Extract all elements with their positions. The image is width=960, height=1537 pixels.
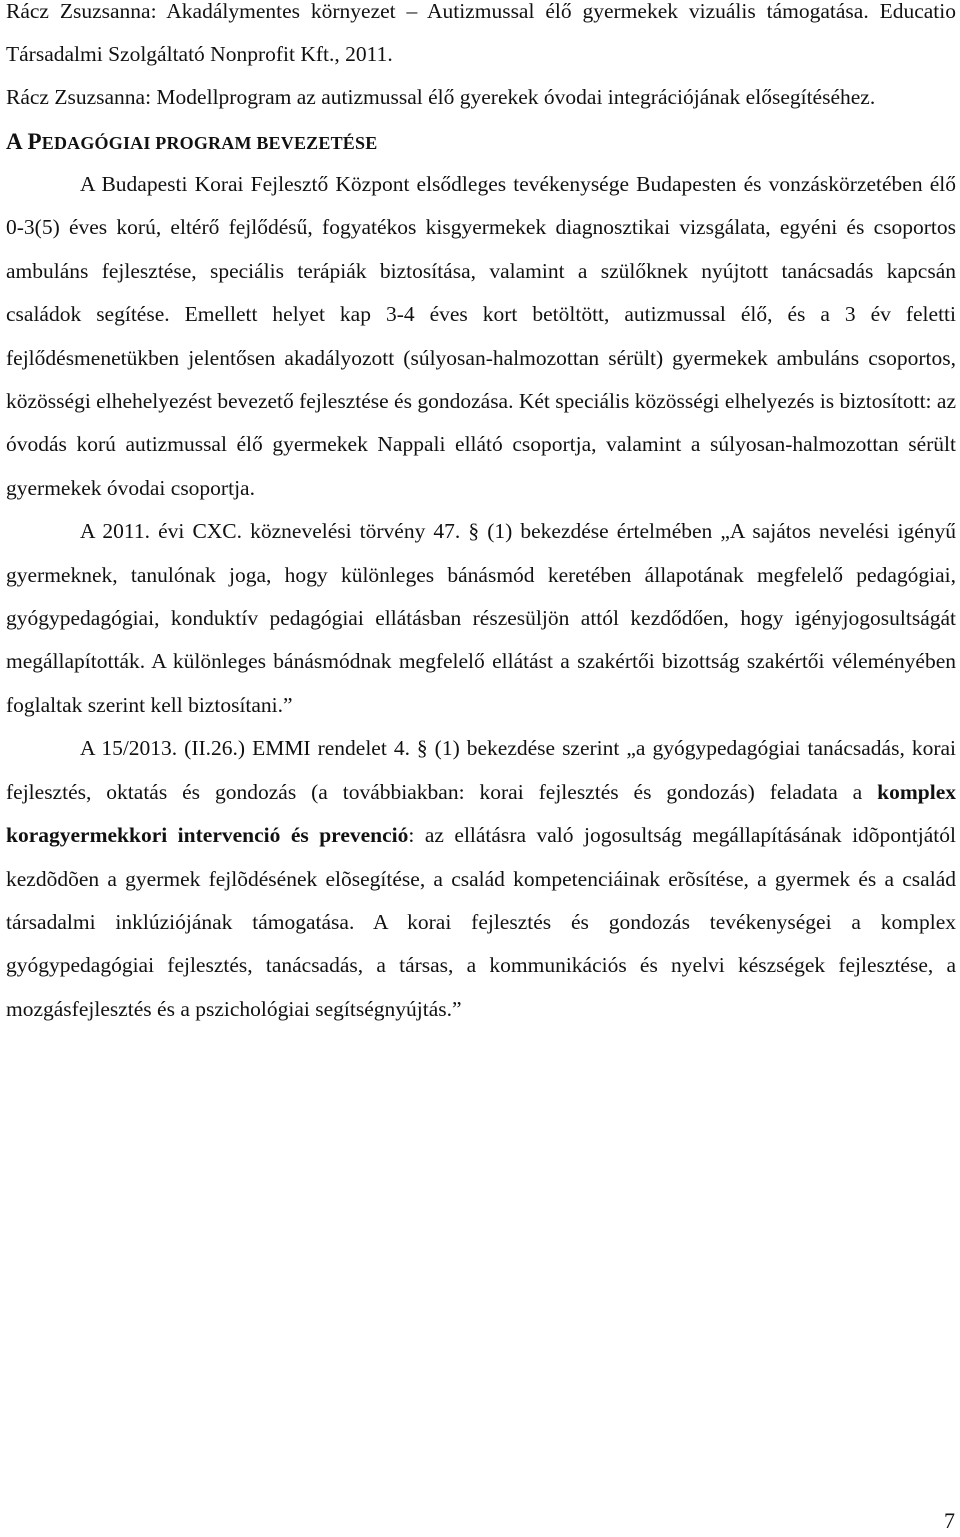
page-number: 7 (944, 1508, 955, 1533)
section-heading (6, 119, 956, 163)
heading-part-p: P (27, 129, 42, 154)
document-page (6, 0, 956, 1031)
heading-part-rest: EDAGÓGIAI PROGRAM BEVEZETÉSE (41, 133, 378, 153)
reference-1: Rácz Zsuzsanna: Akadálymentes környezet – Autizmussal élő gyermekek vizuális támogatása. Educatio Társadalmi Szolgáltató Nonprofit Kft., 2011. (6, 0, 956, 66)
paragraph-3-bold: komplex koragyermekkori intervenció és prevenció (6, 779, 956, 848)
paragraph-3-end: : az ellátásra való jogosultság megállapításának idõpontjától kezdõdõen a gyermek fejlõdésének elõsegítése, a család kompetenciáinak erõsítése, a gyermek és a család társadalmi inklúziójának támogatása. A korai fejlesztés és gondozás tevékenységei a komplex gyógypedagógiai fejlesztés, tanácsadás, a társas, a kommunikációs és nyelvi készségek fejlesztése, a mozgásfejlesztés és a pszichológiai segítségnyújtás.” (6, 823, 956, 1021)
heading-part-a: A (6, 129, 28, 154)
paragraph-3 (6, 727, 956, 1031)
reference-list (6, 0, 956, 119)
paragraph-3-start: A 15/2013. (II.26.) EMMI rendelet 4. § (1) bekezdése szerint „a gyógypedagógiai tanácsadás, korai fejlesztés, oktatás és gondozás (a továbbiakban: korai fejlesztés és gondozás) feladata a (6, 736, 956, 804)
paragraph-2: A 2011. évi CXC. köznevelési törvény 47. § (1) bekezdése értelmében „A sajátos nevelési igényű gyermeknek, tanulónak joga, hogy különleges bánásmód keretében állapotának megfelelő pedagógiai, gyógypedagógiai, konduktív pedagógiai ellátásban részesüljön attól kezdődően, hogy igényjogosultságát megállapították. A különleges bánásmódnak megfelelő ellátást a szakértői bizottság szakértői véleményében foglaltak szerint kell biztosítani.” (6, 519, 956, 717)
reference-2: Rácz Zsuzsanna: Modellprogram az autizmussal élő gyerekek óvodai integrációjának elősegítéséhez. (6, 85, 876, 109)
paragraph-1: A Budapesti Korai Fejlesztő Központ elsődleges tevékenysége Budapesten és vonzáskörzetében élő 0-3(5) éves korú, eltérő fejlődésű, fogyatékos kisgyermekek diagnosztikai vizsgálata, egyéni és csoportos ambuláns fejlesztése, speciális terápiák biztosítása, valamint a szülőknek nyújtott tanácsadás kapcsán családok segítése. Emellett helyet kap 3-4 éves kort betöltött, autizmussal élő, és a 3 év feletti fejlődésmenetükben jelentősen akadályozott (súlyosan-halmozottan sérült) gyermekek ambuláns csoportos, közösségi elhehelyezést bevezető fejlesztése és gondozása. Két speciális közösségi elhelyezés is biztosított: az óvodás korú autizmussal élő gyermekek Nappali ellátó csoportja, valamint a súlyosan-halmozottan sérült gyermekek óvodai csoportja. (6, 172, 956, 500)
